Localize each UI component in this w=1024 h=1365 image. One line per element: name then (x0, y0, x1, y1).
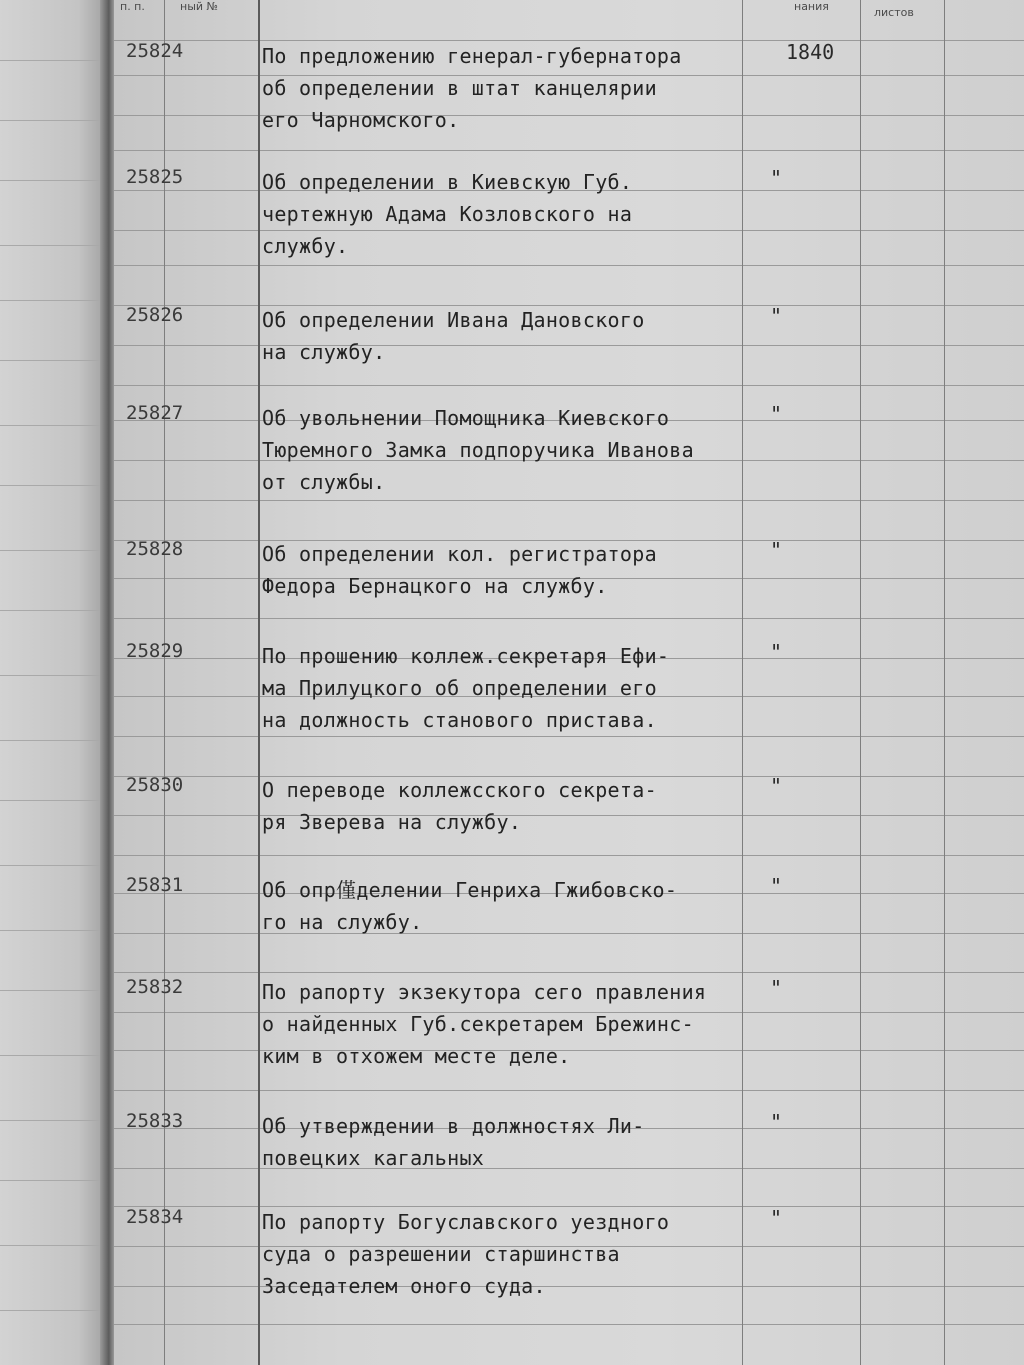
entry-title: Об определении в Киевскую Губ. чертежную Адама Козловского на службу. (262, 170, 633, 258)
entry-title: О переводе коллежсского секрета- ря Зверева на службу. (262, 778, 657, 834)
entry-number: 25825 (126, 166, 184, 188)
entry-date: " (770, 1206, 783, 1230)
entry-date: " (770, 402, 783, 426)
entry-title: Об определении Ивана Дановского на службу. (262, 308, 645, 364)
entry-number: 25824 (126, 40, 184, 62)
entry-title: По рапорту Богуславского уездного суда о разрешении старшинства Заседателем оного суда. (262, 1210, 670, 1298)
entry-number: 25827 (126, 402, 184, 424)
entry-title: Об утверждении в должностях Ли- повецких кагальных (262, 1114, 645, 1170)
entry-title: Об определении кол. регистратора Федора Бернацкого на службу. (262, 542, 657, 598)
header-dates-label: нания (794, 0, 829, 13)
entry-date: " (770, 874, 783, 898)
left-page-edge (0, 0, 112, 1365)
entry-date: " (770, 976, 783, 1000)
entry-number: 25834 (126, 1206, 184, 1228)
entry-title: По прошению коллеж.секретаря Ефи- ма Прилуцкого об определении его на должность станового пристава. (262, 644, 670, 732)
header-number-label: п. п. (120, 0, 145, 13)
entry-date: " (770, 304, 783, 328)
entry-date: 1840 (786, 40, 835, 64)
entry-number: 25830 (126, 774, 184, 796)
entry-number: 25829 (126, 640, 184, 662)
header-sheets-label: листов (874, 6, 914, 19)
entry-date: " (770, 640, 783, 664)
entry-number: 25826 (126, 304, 184, 326)
entry-title: По рапорту экзекутора сего правления о найденных Губ.секретарем Брежинс- ким в отхожем месте деле. (262, 980, 707, 1068)
entry-number: 25831 (126, 874, 184, 896)
header-archive-label: ный № (180, 0, 218, 13)
entry-number: 25828 (126, 538, 184, 560)
ledger-page (114, 0, 1024, 1365)
entry-title: Об опр僅делении Генриха Гжибовско- го на службу. (262, 878, 678, 934)
entry-title: По предложению генерал-губернатора об определении в штат канцелярии его Чарномского. (262, 44, 682, 132)
entry-date: " (770, 538, 783, 562)
entry-number: 25832 (126, 976, 184, 998)
entry-number: 25833 (126, 1110, 184, 1132)
entry-date: " (770, 774, 783, 798)
entry-date: " (770, 166, 783, 190)
entry-title: Об увольнении Помощника Киевского Тюремного Замка подпоручика Иванова от службы. (262, 406, 694, 494)
entry-date: " (770, 1110, 783, 1134)
